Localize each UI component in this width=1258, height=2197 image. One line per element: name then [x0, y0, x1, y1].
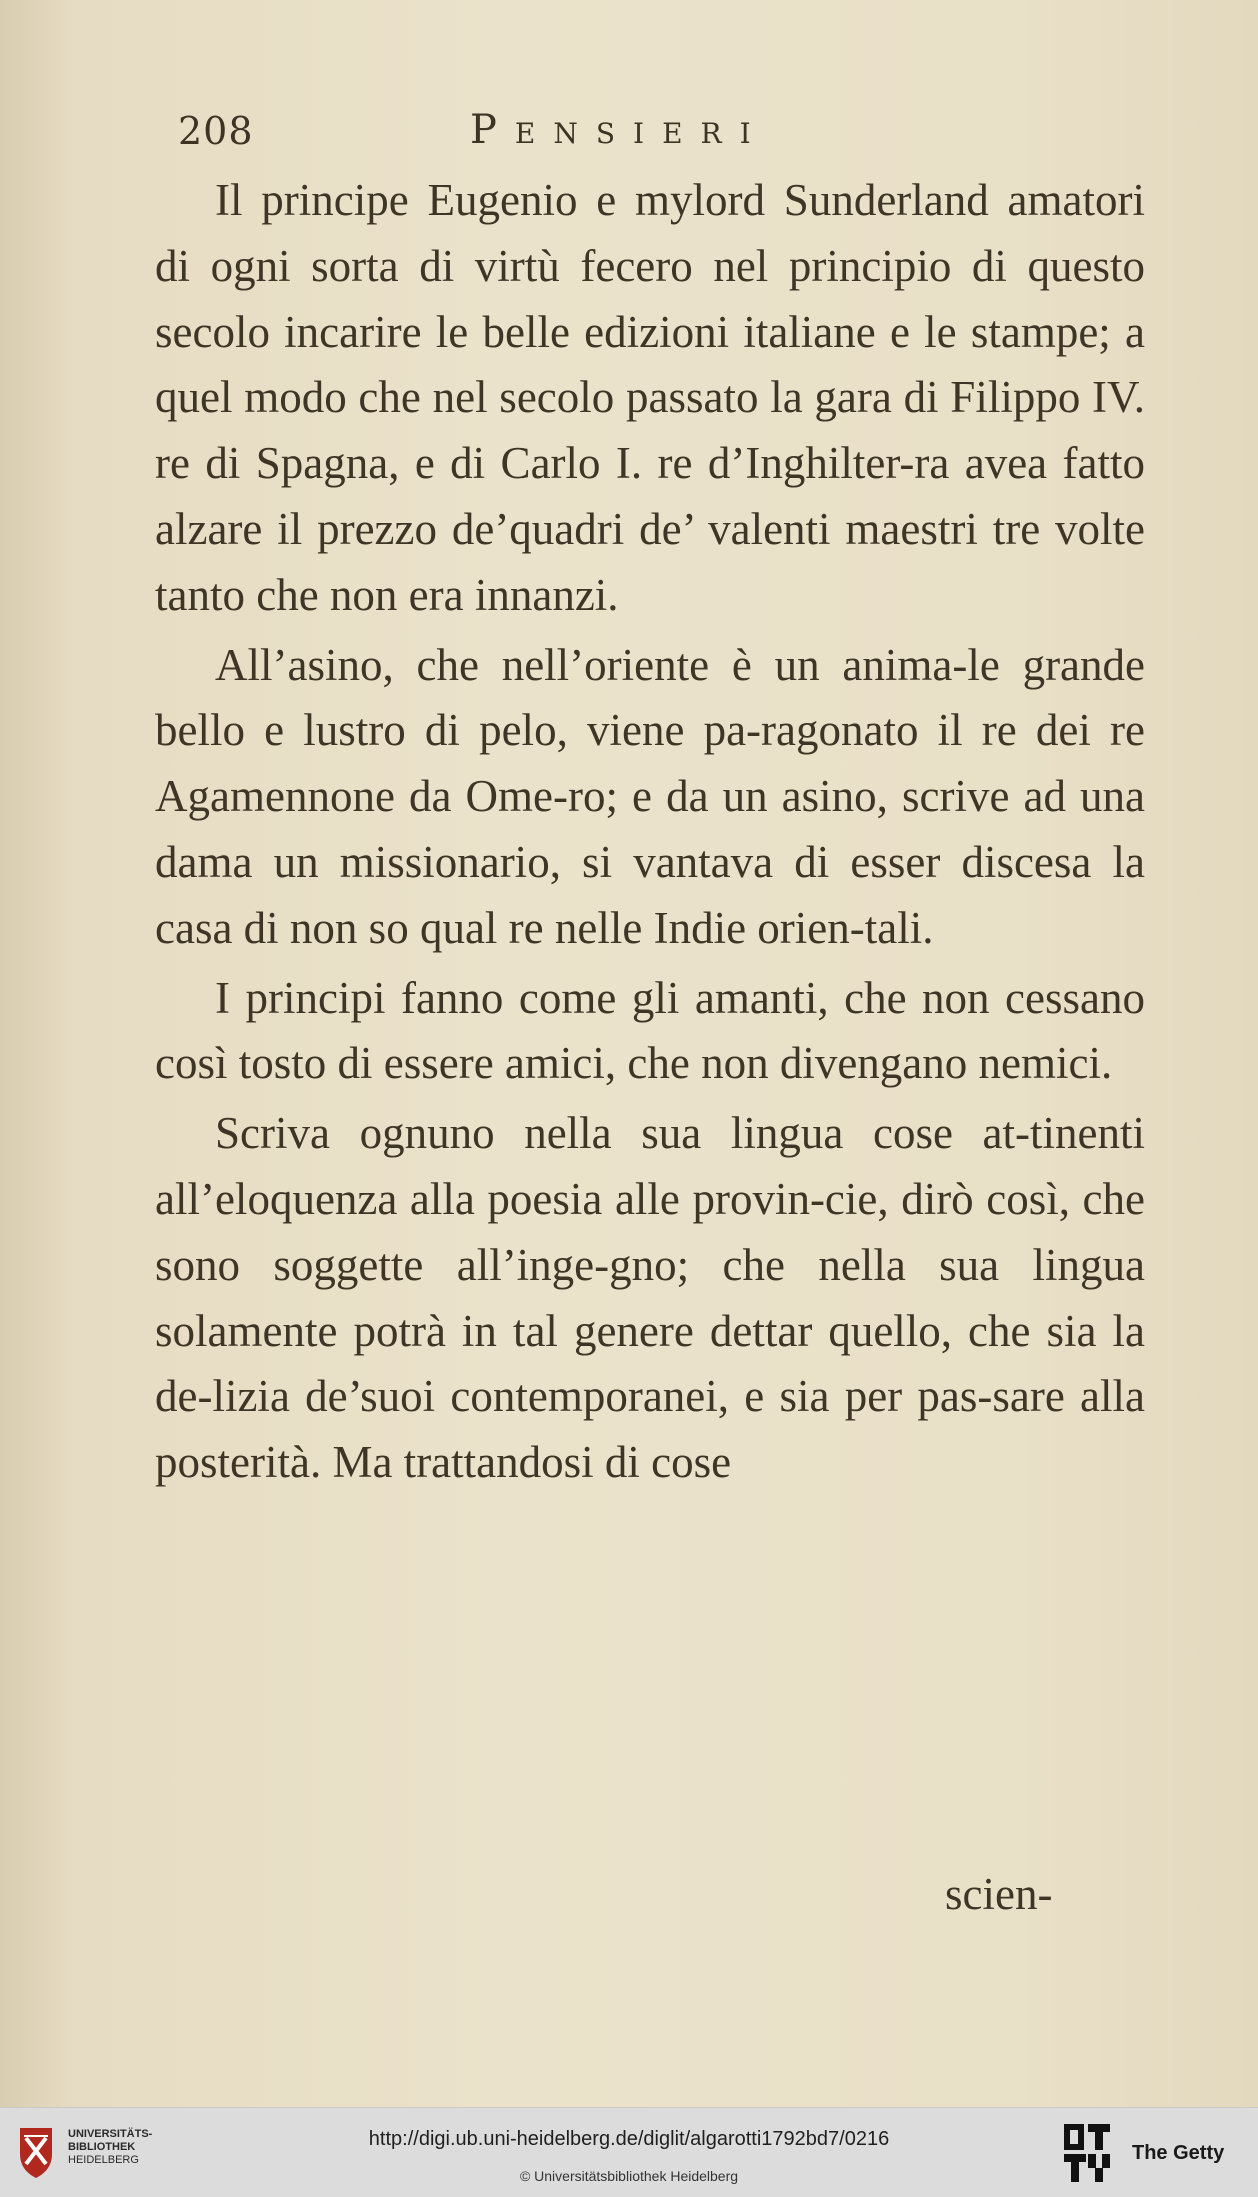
- paragraph-3: I principi fanno come gli amanti, che non cessano così tosto di essere amici, che non divengano nemici.: [155, 972, 1145, 1089]
- body-text: [155, 168, 1145, 1496]
- viewer-footer: [0, 2107, 1258, 2197]
- paragraph-4: Scriva ognuno nella sua lingua cose at-tinenti all’eloquenza alla poesia alle provin-cie, dirò così, che sono soggette all’inge-gno; che nella sua lingua solamente potrà in tal genere dettar quello, che sia la de-lizia de’suoi contemporanei, e sia per pas-sare alla posterità. Ma trattandosi di cose: [155, 1108, 1145, 1488]
- paragraph-2: All’asino, che nell’oriente è un anima-le grande bello e lustro di pelo, viene pa-ragonato il re dei re Agamennone da Ome-ro; e da un asino, scrive ad una dama un missionario, si vantava di esser discesa la casa di non so qual re nelle Indie orien-tali.: [155, 639, 1145, 953]
- running-title: Pensieri: [470, 107, 769, 153]
- getty-logo-icon: [1062, 2122, 1112, 2184]
- partner-name: The Getty: [1132, 2142, 1225, 2164]
- institution-name: UNIVERSITÄTS- BIBLIOTHEK HEIDELBERG: [68, 2128, 153, 2166]
- page-header: [160, 105, 1060, 165]
- catchword: scien-: [945, 1869, 1053, 1919]
- permalink-url[interactable]: http://digi.ub.uni-heidelberg.de/diglit/algarotti1792bd7/0216: [368, 2128, 890, 2150]
- paragraph-1: Il principe Eugenio e mylord Sunderland amatori di ogni sorta di virtù fecero nel principio di questo secolo incarire le belle edizioni italiane e le stampe; a quel modo che nel secolo passato la gara di Filippo IV. re di Spagna, e di Carlo I. re d’Inghilter-ra avea fatto alzare il prezzo de’quadri de’ valenti maestri tre volte tanto che non era innanzi.: [155, 175, 1145, 620]
- copyright-notice: © Universitätsbibliothek Heidelberg: [519, 2168, 739, 2184]
- page-number: 208: [178, 109, 254, 153]
